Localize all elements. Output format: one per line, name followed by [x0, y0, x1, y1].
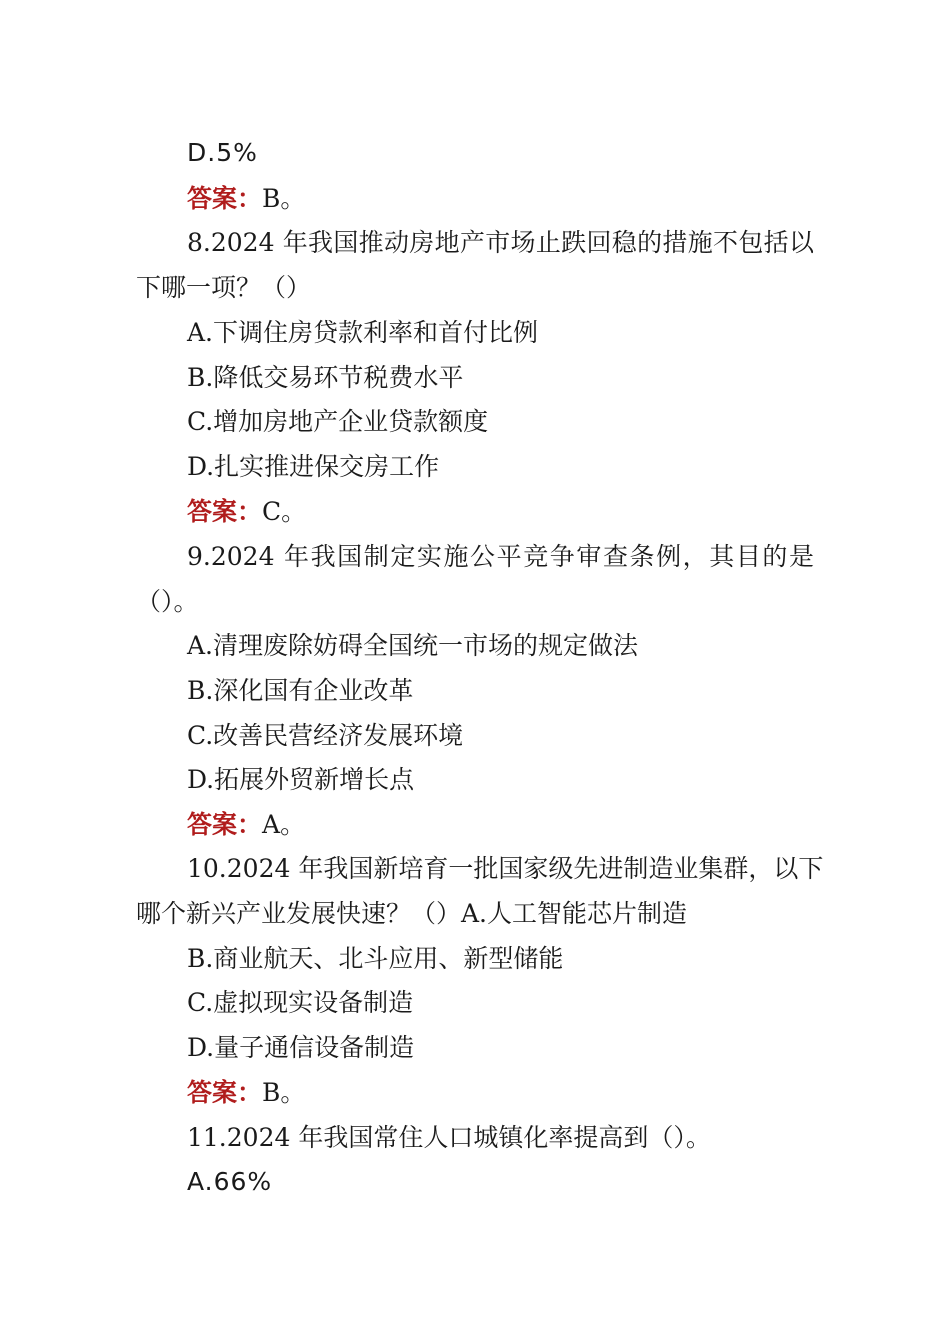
answer-value: B。 [262, 1078, 306, 1107]
q10-stem-line1: 10.2024 年我国新培育一批国家级先进制造业集群，以下 [187, 854, 824, 883]
q8-answer-line [187, 496, 306, 528]
q9-stem-line1: 9.2024 年我国制定实施公平竞争审查条例，其目的是 [187, 542, 814, 571]
q10-option-b: B.商业航天、北斗应用、新型储能 [187, 944, 564, 973]
answer-value: B。 [262, 184, 306, 213]
answer-value: A。 [262, 810, 306, 839]
q9-option-a: A.清理废除妨碍全国统一市场的规定做法 [187, 631, 639, 660]
q11-option-a: A.66% [187, 1167, 273, 1196]
q8-stem-line1: 8.2024 年我国推动房地产市场止跌回稳的措施不包括以 [187, 228, 814, 257]
answer-label: 答案： [187, 184, 263, 213]
answer-line-prev [187, 183, 305, 215]
answer-label: 答案： [187, 497, 263, 526]
q10-option-d: D.量子通信设备制造 [187, 1033, 415, 1062]
q10-option-c: C.虚拟现实设备制造 [187, 988, 414, 1017]
q8-option-b: B.降低交易环节税费水平 [187, 363, 464, 392]
q8-stem-line2: 下哪一项？（） [136, 273, 312, 302]
answer-label: 答案： [187, 1078, 263, 1107]
q10-answer-line [187, 1077, 305, 1109]
q8-option-d: D.扎实推进保交房工作 [187, 452, 440, 481]
q9-option-d: D.拓展外贸新增长点 [187, 765, 415, 794]
option-d-prev: D.5% [187, 138, 258, 167]
q9-option-b: B.深化国有企业改革 [187, 676, 414, 705]
answer-value: C。 [262, 497, 307, 526]
q9-option-c: C.改善民营经济发展环境 [187, 721, 464, 750]
q9-answer-line [187, 809, 305, 841]
answer-label: 答案： [187, 810, 263, 839]
q8-option-c: C.增加房地产企业贷款额度 [187, 407, 489, 436]
q10-stem-line2: 哪个新兴产业发展快速？（）A.人工智能芯片制造 [136, 899, 688, 928]
q9-stem-line2: （）。 [136, 587, 199, 616]
q11-stem-line1: 11.2024 年我国常住人口城镇化率提高到（）。 [187, 1123, 711, 1152]
q8-option-a: A.下调住房贷款利率和首付比例 [187, 318, 539, 347]
